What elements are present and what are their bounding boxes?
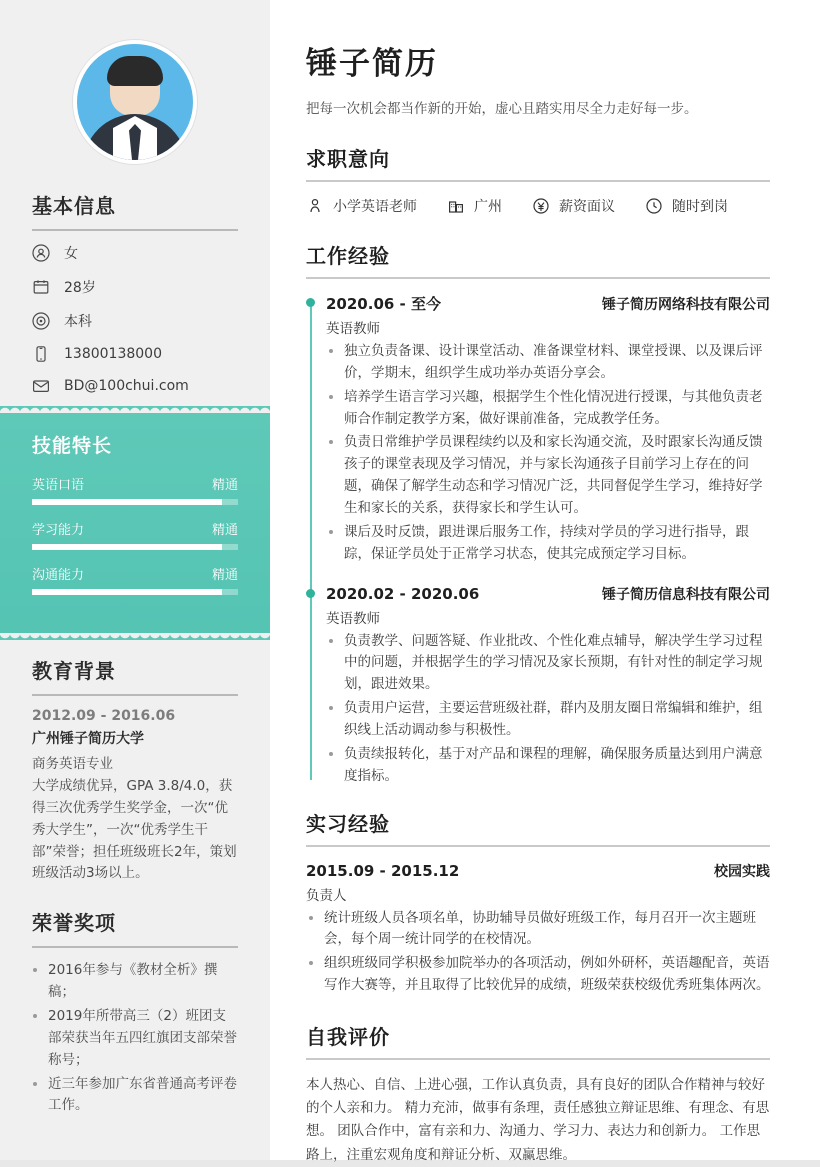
person-icon <box>306 197 324 215</box>
avatar-hair-shape <box>107 56 163 86</box>
internship-date: 2015.09 - 2015.12 <box>306 861 460 880</box>
internship-place: 校园实践 <box>714 863 770 880</box>
clock-icon <box>645 197 663 215</box>
job-intent-row <box>306 196 770 216</box>
gender-icon <box>32 244 50 262</box>
work-date: 2020.06 - 至今 <box>326 295 441 313</box>
internship-bullets <box>306 908 770 997</box>
skill-row-english <box>32 474 238 505</box>
work-item <box>326 293 770 566</box>
work-company: 锤子简历信息科技有限公司 <box>602 586 770 603</box>
skill-label: 英语口语 <box>32 478 85 493</box>
sidebar <box>0 0 270 1160</box>
work-role: 英语教师 <box>326 610 380 627</box>
education-date: 2012.09 - 2016.06 <box>32 708 176 724</box>
main-content <box>270 0 820 1163</box>
work-date: 2020.02 - 2020.06 <box>326 584 480 603</box>
list-item: • 培养学生语言学习兴趣，根据学生个性化情况进行授课，与其他负责老师合作制定教学方案，做好课前准备，完成教学任务。 <box>344 387 770 431</box>
avatar-container <box>0 0 270 190</box>
skill-bar-fill <box>32 589 222 595</box>
education-title: 教育背景 <box>32 655 238 696</box>
list-item: • 负责用户运营，主要运营班级社群，群内及朋友圈日常编辑和维护，组织线上活动调动参与积极性。 <box>344 698 770 742</box>
intent-value-salary: 薪资面议 <box>559 199 615 215</box>
mail-icon <box>32 377 50 395</box>
skill-bar <box>32 499 238 505</box>
skill-row-communication <box>32 564 238 595</box>
basic-info-title: 基本信息 <box>32 190 238 231</box>
divider <box>306 845 770 847</box>
info-value-age: 28岁 <box>64 280 96 296</box>
skill-bar-fill <box>32 544 222 550</box>
info-row-education <box>32 311 238 331</box>
internship-role: 负责人 <box>306 887 347 904</box>
skill-label: 学习能力 <box>32 523 85 538</box>
skill-level: 精通 <box>211 478 238 493</box>
skill-row-learning <box>32 519 238 550</box>
intent-item-position <box>306 196 417 216</box>
work-bullets <box>326 631 770 788</box>
avatar <box>73 40 197 164</box>
info-value-gender: 女 <box>64 246 78 262</box>
intent-value-city: 广州 <box>474 199 502 215</box>
work-timeline <box>306 293 770 788</box>
education-icon <box>32 312 50 330</box>
info-row-email <box>32 377 238 395</box>
skill-level: 精通 <box>211 523 238 538</box>
intent-item-availability <box>645 196 728 216</box>
intent-item-salary <box>532 196 615 216</box>
skill-bar <box>32 589 238 595</box>
honors-list <box>32 960 238 1117</box>
self-summary-title: 自我评价 <box>306 1025 390 1050</box>
basic-info-section <box>0 190 270 395</box>
info-row-age <box>32 277 238 297</box>
intent-item-city <box>447 196 502 216</box>
list-item: • 课后及时反馈，跟进课后服务工作，持续对学员的学习进行指导，跟踪，保证学员处于正常学习状态，使其完成预定学习目标。 <box>344 522 770 566</box>
work-experience-title: 工作经验 <box>306 244 390 268</box>
honors-section <box>0 885 270 1117</box>
info-row-phone <box>32 345 238 363</box>
skills-section <box>0 413 270 633</box>
calendar-icon <box>32 278 50 296</box>
phone-icon <box>32 345 50 363</box>
education-school: 广州锤子简历大学 <box>32 731 144 747</box>
self-summary-text: 本人热心、自信、上进心强，工作认真负责，具有良好的团队合作精神与较好的个人亲和力。 精力充沛，做事有条理，责任感独立辩证思维、有理念、有思想。 团队合作中，富有亲和力、沟通力、学习力、表达力和创新力。 工作思路上，注重宏观角度和辩证分析、双赢思维。 <box>306 1077 770 1163</box>
money-icon <box>532 197 550 215</box>
info-value-phone: 13800138000 <box>64 346 162 362</box>
list-item: • 统计班级人员各项名单，协助辅导员做好班级工作，每月召开一次主题班会，每个周一统计同学的在校情况。 <box>324 908 770 952</box>
skill-label: 沟通能力 <box>32 568 85 583</box>
list-item: • 负责续报转化，基于对产品和课程的理解，确保服务质量达到用户满意度指标。 <box>344 744 770 788</box>
work-item <box>326 584 770 788</box>
intent-value-position: 小学英语老师 <box>333 199 417 215</box>
list-item: • 组织班级同学积极参加院举办的各项活动，例如外研杯，英语趣配音，英语写作大赛等，并且取得了比较优异的成绩，班级荣获校级优秀班集体两次。 <box>324 953 770 997</box>
list-item: • 近三年参加广东省普通高考评卷工作。 <box>48 1074 238 1118</box>
page-title: 锤子简历 <box>306 46 438 82</box>
skill-bar-fill <box>32 499 222 505</box>
divider <box>306 180 770 182</box>
info-value-email: BD@100chui.com <box>64 378 189 394</box>
tagline: 把每一次机会都当作新的开始，虚心且踏实用尽全力走好每一步。 <box>306 101 698 117</box>
city-icon <box>447 197 465 215</box>
internship-title: 实习经验 <box>306 811 390 836</box>
list-item: • 2016年参与《教材全析》撰稿； <box>48 960 238 1004</box>
skill-level: 精通 <box>211 568 238 583</box>
skill-bar <box>32 544 238 550</box>
work-role: 英语教师 <box>326 321 380 337</box>
education-description: 大学成绩优异，GPA 3.8/4.0，获得三次优秀学生奖学金，一次“优秀大学生”，一次“优秀学生干部”荣誉；担任班级班长2年，策划班级活动3场以上。 <box>32 778 237 882</box>
work-company: 锤子简历网络科技有限公司 <box>602 297 770 313</box>
info-value-education: 本科 <box>64 314 92 330</box>
list-item: • 负责教学、问题答疑、作业批改、个性化难点辅导，解决学生学习过程中的问题，并根据学生的学习情况及家长预期，有针对性的制定学习规划，跟进效果。 <box>344 631 770 697</box>
list-item: • 负责日常维护学员课程续约以及和家长沟通交流，及时跟家长沟通反馈孩子的课堂表现及学习情况，并与家长沟通孩子目前学习上存在的问题，确保了解学生动态和学习情况广泛，共同督促学生学习，维持好学生和家长的关系，获得家长和学生认可。 <box>344 432 770 519</box>
list-item: • 2019年所带高三（2）班团支部荣获当年五四红旗团支部荣誉称号； <box>48 1006 238 1072</box>
info-row-gender <box>32 243 238 263</box>
skills-title: 技能特长 <box>32 435 113 457</box>
honors-title: 荣誉奖项 <box>32 907 238 948</box>
divider <box>306 277 770 279</box>
education-section <box>0 633 270 885</box>
intent-value-availability: 随时到岗 <box>672 199 728 215</box>
divider <box>306 1058 770 1060</box>
work-bullets <box>326 341 770 566</box>
education-major: 商务英语专业 <box>32 756 113 772</box>
list-item: • 独立负责备课、设计课堂活动、准备课堂材料、课堂授课、以及课后评价，学期末，组织学生成功举办英语分享会。 <box>344 341 770 385</box>
internship-item <box>306 861 770 997</box>
job-intent-title: 求职意向 <box>306 147 390 171</box>
